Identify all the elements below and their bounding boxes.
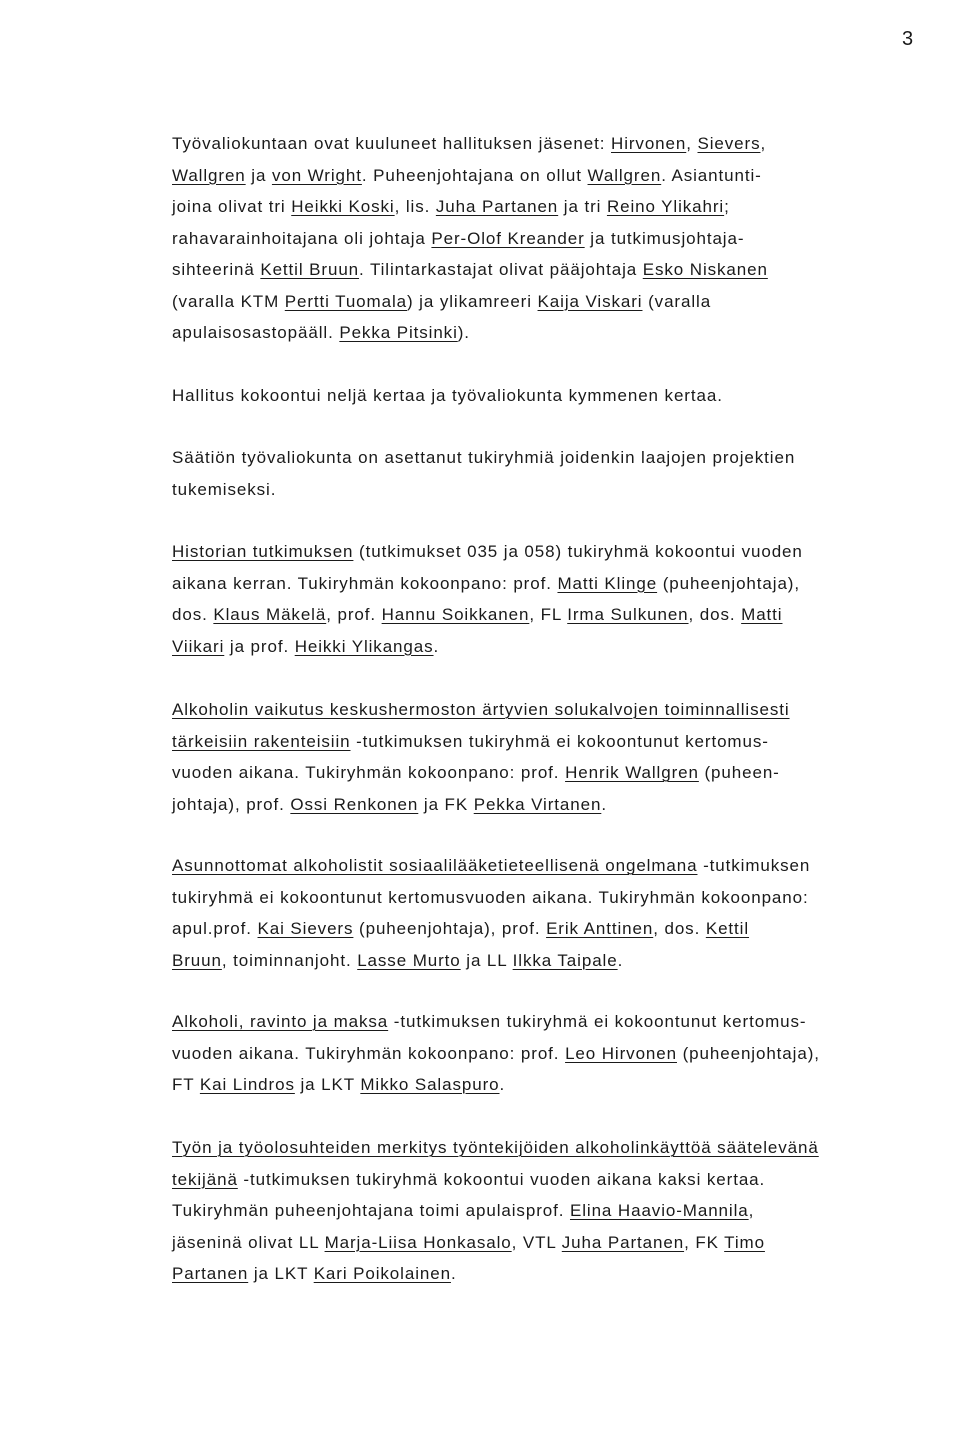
body-text: Säätiön työvaliokunta on asettanut tukiryhmiä joidenkin laajojen projektien xyxy=(172,448,796,467)
body-text: ) ja ylikamreeri xyxy=(407,291,538,311)
underlined-text: von Wright xyxy=(271,165,362,185)
text-line xyxy=(172,536,952,568)
body-text: sihteerinä xyxy=(172,260,261,279)
paragraph-asunnottomat xyxy=(172,850,952,976)
underlined-text: Pekka Pitsinki xyxy=(339,323,458,342)
body-text: vuoden aikana. Tukiryhmän kokoonpano: prof. xyxy=(172,1043,566,1063)
underlined-text: tärkeisiin rakenteisiin xyxy=(172,731,351,751)
body-text: ). xyxy=(457,323,470,342)
underlined-text: Pertti Tuomala xyxy=(284,291,407,311)
text-line xyxy=(172,945,952,977)
body-text: ; xyxy=(724,197,730,216)
underlined-text: Juha Partanen xyxy=(435,197,559,216)
body-text: apul.prof. xyxy=(172,919,258,938)
text-line xyxy=(172,599,952,631)
body-text: (tutkimukset 035 ja 058) tukiryhmä kokoontui vuoden xyxy=(353,542,803,561)
body-text: ja tutkimusjohtaja- xyxy=(584,228,745,248)
underlined-text: Per-Olof Kreander xyxy=(431,228,585,248)
underlined-text: Asunnottomat alkoholistit sosiaalilääketieteellisenä ongelmana xyxy=(172,856,698,875)
body-text: jäseninä olivat LL xyxy=(172,1232,325,1252)
body-text: ja FK xyxy=(418,794,474,814)
text-line xyxy=(172,160,952,192)
text-line xyxy=(172,694,952,726)
text-line xyxy=(172,757,952,789)
paragraph-historian-tutkimus xyxy=(172,536,952,662)
text-line xyxy=(172,286,952,318)
text-line xyxy=(172,1258,952,1290)
body-text: rahavarainhoitajana oli johtaja xyxy=(172,228,432,248)
body-text: . Asiantunti- xyxy=(661,165,762,185)
body-text: , xyxy=(748,1201,755,1220)
body-text: vuoden aikana. Tukiryhmän kokoonpano: prof. xyxy=(172,763,566,782)
body-text: (varalla KTM xyxy=(172,291,285,311)
text-line xyxy=(172,789,952,821)
body-text: . Puheenjohtajana on ollut xyxy=(361,165,588,185)
underlined-text: Lasse Murto xyxy=(357,950,461,970)
body-text: , prof. xyxy=(326,605,382,624)
paragraph-alkoholi-ravinto-maksa xyxy=(172,1006,952,1101)
paragraph-tukiryhmat xyxy=(172,442,952,505)
body-text: joina olivat tri xyxy=(172,197,292,216)
underlined-text: Pekka Virtanen xyxy=(473,794,602,814)
text-line xyxy=(172,223,952,255)
body-text: ja LKT xyxy=(294,1075,361,1094)
underlined-text: Heikki Ylikangas xyxy=(294,636,434,656)
body-text: -tutkimuksen xyxy=(697,856,811,875)
text-line xyxy=(172,913,952,945)
text-line xyxy=(172,1069,952,1101)
underlined-text: Alkoholin vaikutus keskushermoston ärtyvien solukalvojen toiminnallisesti xyxy=(172,700,790,719)
paragraph-tyovaliokunta xyxy=(172,128,952,349)
underlined-text: Esko Niskanen xyxy=(642,260,768,279)
underlined-text: Marja-Liisa Honkasalo xyxy=(324,1232,512,1252)
text-line xyxy=(172,882,952,914)
underlined-text: Elina Haavio-Mannila xyxy=(569,1201,749,1220)
underlined-text: Juha Partanen xyxy=(561,1232,685,1252)
body-text: ja LKT xyxy=(248,1264,314,1283)
text-line xyxy=(172,726,952,758)
underlined-text: Henrik Wallgren xyxy=(565,763,699,782)
body-text: , xyxy=(686,134,698,153)
body-text: johtaja), prof. xyxy=(172,794,291,814)
body-text: (puheenjohtaja), xyxy=(676,1043,820,1063)
underlined-text: Historian tutkimuksen xyxy=(172,542,354,561)
body-text: Työvaliokuntaan ovat kuuluneet hallituksen jäsenet: xyxy=(172,134,612,153)
text-line xyxy=(172,442,952,474)
body-text: -tutkimuksen tukiryhmä ei kokoontunut kertomus- xyxy=(350,731,769,751)
body-text: . xyxy=(450,1264,457,1283)
body-text: . xyxy=(601,794,607,814)
underlined-text: Timo xyxy=(724,1232,765,1252)
underlined-text: Mikko Salaspuro xyxy=(360,1075,500,1094)
text-line xyxy=(172,1195,952,1227)
underlined-text: Matti xyxy=(741,605,783,624)
text-line xyxy=(172,474,952,506)
underlined-text: Kettil Bruun xyxy=(260,260,360,279)
body-text: (puheenjohtaja), xyxy=(657,573,800,593)
body-text: . xyxy=(617,950,624,970)
underlined-text: Hirvonen xyxy=(611,134,687,153)
text-line xyxy=(172,568,952,600)
underlined-text: Kaija Viskari xyxy=(537,291,643,311)
text-line xyxy=(172,317,952,349)
body-text: -tutkimuksen tukiryhmä ei kokoontunut kertomus- xyxy=(388,1012,807,1031)
body-text: . xyxy=(499,1075,506,1094)
body-text: . xyxy=(433,636,440,656)
body-text: , toiminnanjoht. xyxy=(221,950,358,970)
body-text: aikana kerran. Tukiryhmän kokoonpano: prof. xyxy=(172,573,558,593)
body-text: dos. xyxy=(172,605,214,624)
text-line xyxy=(172,254,952,286)
body-text: tukemiseksi. xyxy=(172,479,277,499)
body-text: ja xyxy=(245,165,272,185)
underlined-text: Leo Hirvonen xyxy=(565,1043,677,1063)
text-line xyxy=(172,128,952,160)
body-text: tukiryhmä ei kokoontunut kertomusvuoden aikana. Tukiryhmän kokoonpano: xyxy=(172,887,809,907)
underlined-text: Kettil xyxy=(705,919,750,938)
body-text: (puheenjohtaja), prof. xyxy=(353,919,547,938)
underlined-text: Ilkka Taipale xyxy=(512,950,618,970)
underlined-text: Matti Klinge xyxy=(557,573,658,593)
underlined-text: Kari Poikolainen xyxy=(313,1264,451,1283)
underlined-text: Alkoholi, ravinto ja maksa xyxy=(172,1012,389,1031)
body-text: ja tri xyxy=(558,197,607,216)
text-line xyxy=(172,850,952,882)
text-line xyxy=(172,1164,952,1196)
paragraph-alkoholin-vaikutus xyxy=(172,694,952,820)
body-text: , VTL xyxy=(511,1232,562,1252)
body-text: ja prof. xyxy=(224,636,295,656)
body-text: ja LL xyxy=(460,950,513,970)
underlined-text: Wallgren xyxy=(172,165,246,185)
paragraph-kokoukset xyxy=(172,380,952,412)
text-line xyxy=(172,1038,952,1070)
paragraph-tyon-merkitys xyxy=(172,1132,952,1290)
text-line xyxy=(172,631,952,663)
underlined-text: Sievers xyxy=(697,134,761,153)
underlined-text: Irma Sulkunen xyxy=(567,605,689,624)
body-text: Tukiryhmän puheenjohtajana toimi apulaisprof. xyxy=(172,1201,570,1220)
text-line xyxy=(172,1006,952,1038)
underlined-text: Erik Anttinen xyxy=(546,919,654,938)
underlined-text: Bruun xyxy=(172,950,222,970)
text-line xyxy=(172,1132,952,1164)
body-text: Hallitus kokoontui neljä kertaa ja työvaliokunta kymmenen kertaa. xyxy=(172,386,723,405)
underlined-text: Klaus Mäkelä xyxy=(213,605,327,624)
text-line xyxy=(172,380,952,412)
body-text: , FL xyxy=(529,605,568,624)
underlined-text: Ossi Renkonen xyxy=(290,794,419,814)
text-line xyxy=(172,191,952,223)
body-text: , lis. xyxy=(394,197,436,216)
body-text: , FK xyxy=(684,1232,725,1252)
underlined-text: Viikari xyxy=(172,636,225,656)
body-text: , dos. xyxy=(688,605,742,624)
underlined-text: Kai Sievers xyxy=(257,919,354,938)
underlined-text: Kai Lindros xyxy=(199,1075,295,1094)
body-text: . Tilintarkastajat olivat pääjohtaja xyxy=(359,260,643,279)
underlined-text: Heikki Koski xyxy=(291,197,395,216)
text-line xyxy=(172,1227,952,1259)
body-text: (puheen- xyxy=(698,763,780,782)
body-text: , xyxy=(760,134,767,153)
underlined-text: Työn ja työolosuhteiden merkitys työntekijöiden alkoholinkäyttöä säätelevänä xyxy=(172,1138,819,1157)
body-text: , dos. xyxy=(653,919,706,938)
underlined-text: Partanen xyxy=(172,1264,249,1283)
underlined-text: tekijänä xyxy=(172,1169,238,1189)
body-text: (varalla xyxy=(642,291,712,311)
page-number: 3 xyxy=(902,28,914,50)
body-text: FT xyxy=(172,1075,200,1094)
underlined-text: Reino Ylikahri xyxy=(606,197,725,216)
body-text: apulaisosastopääll. xyxy=(172,323,340,342)
underlined-text: Hannu Soikkanen xyxy=(381,605,530,624)
body-text: -tutkimuksen tukiryhmä kokoontui vuoden aikana kaksi kertaa. xyxy=(237,1169,766,1189)
underlined-text: Wallgren xyxy=(587,165,662,185)
